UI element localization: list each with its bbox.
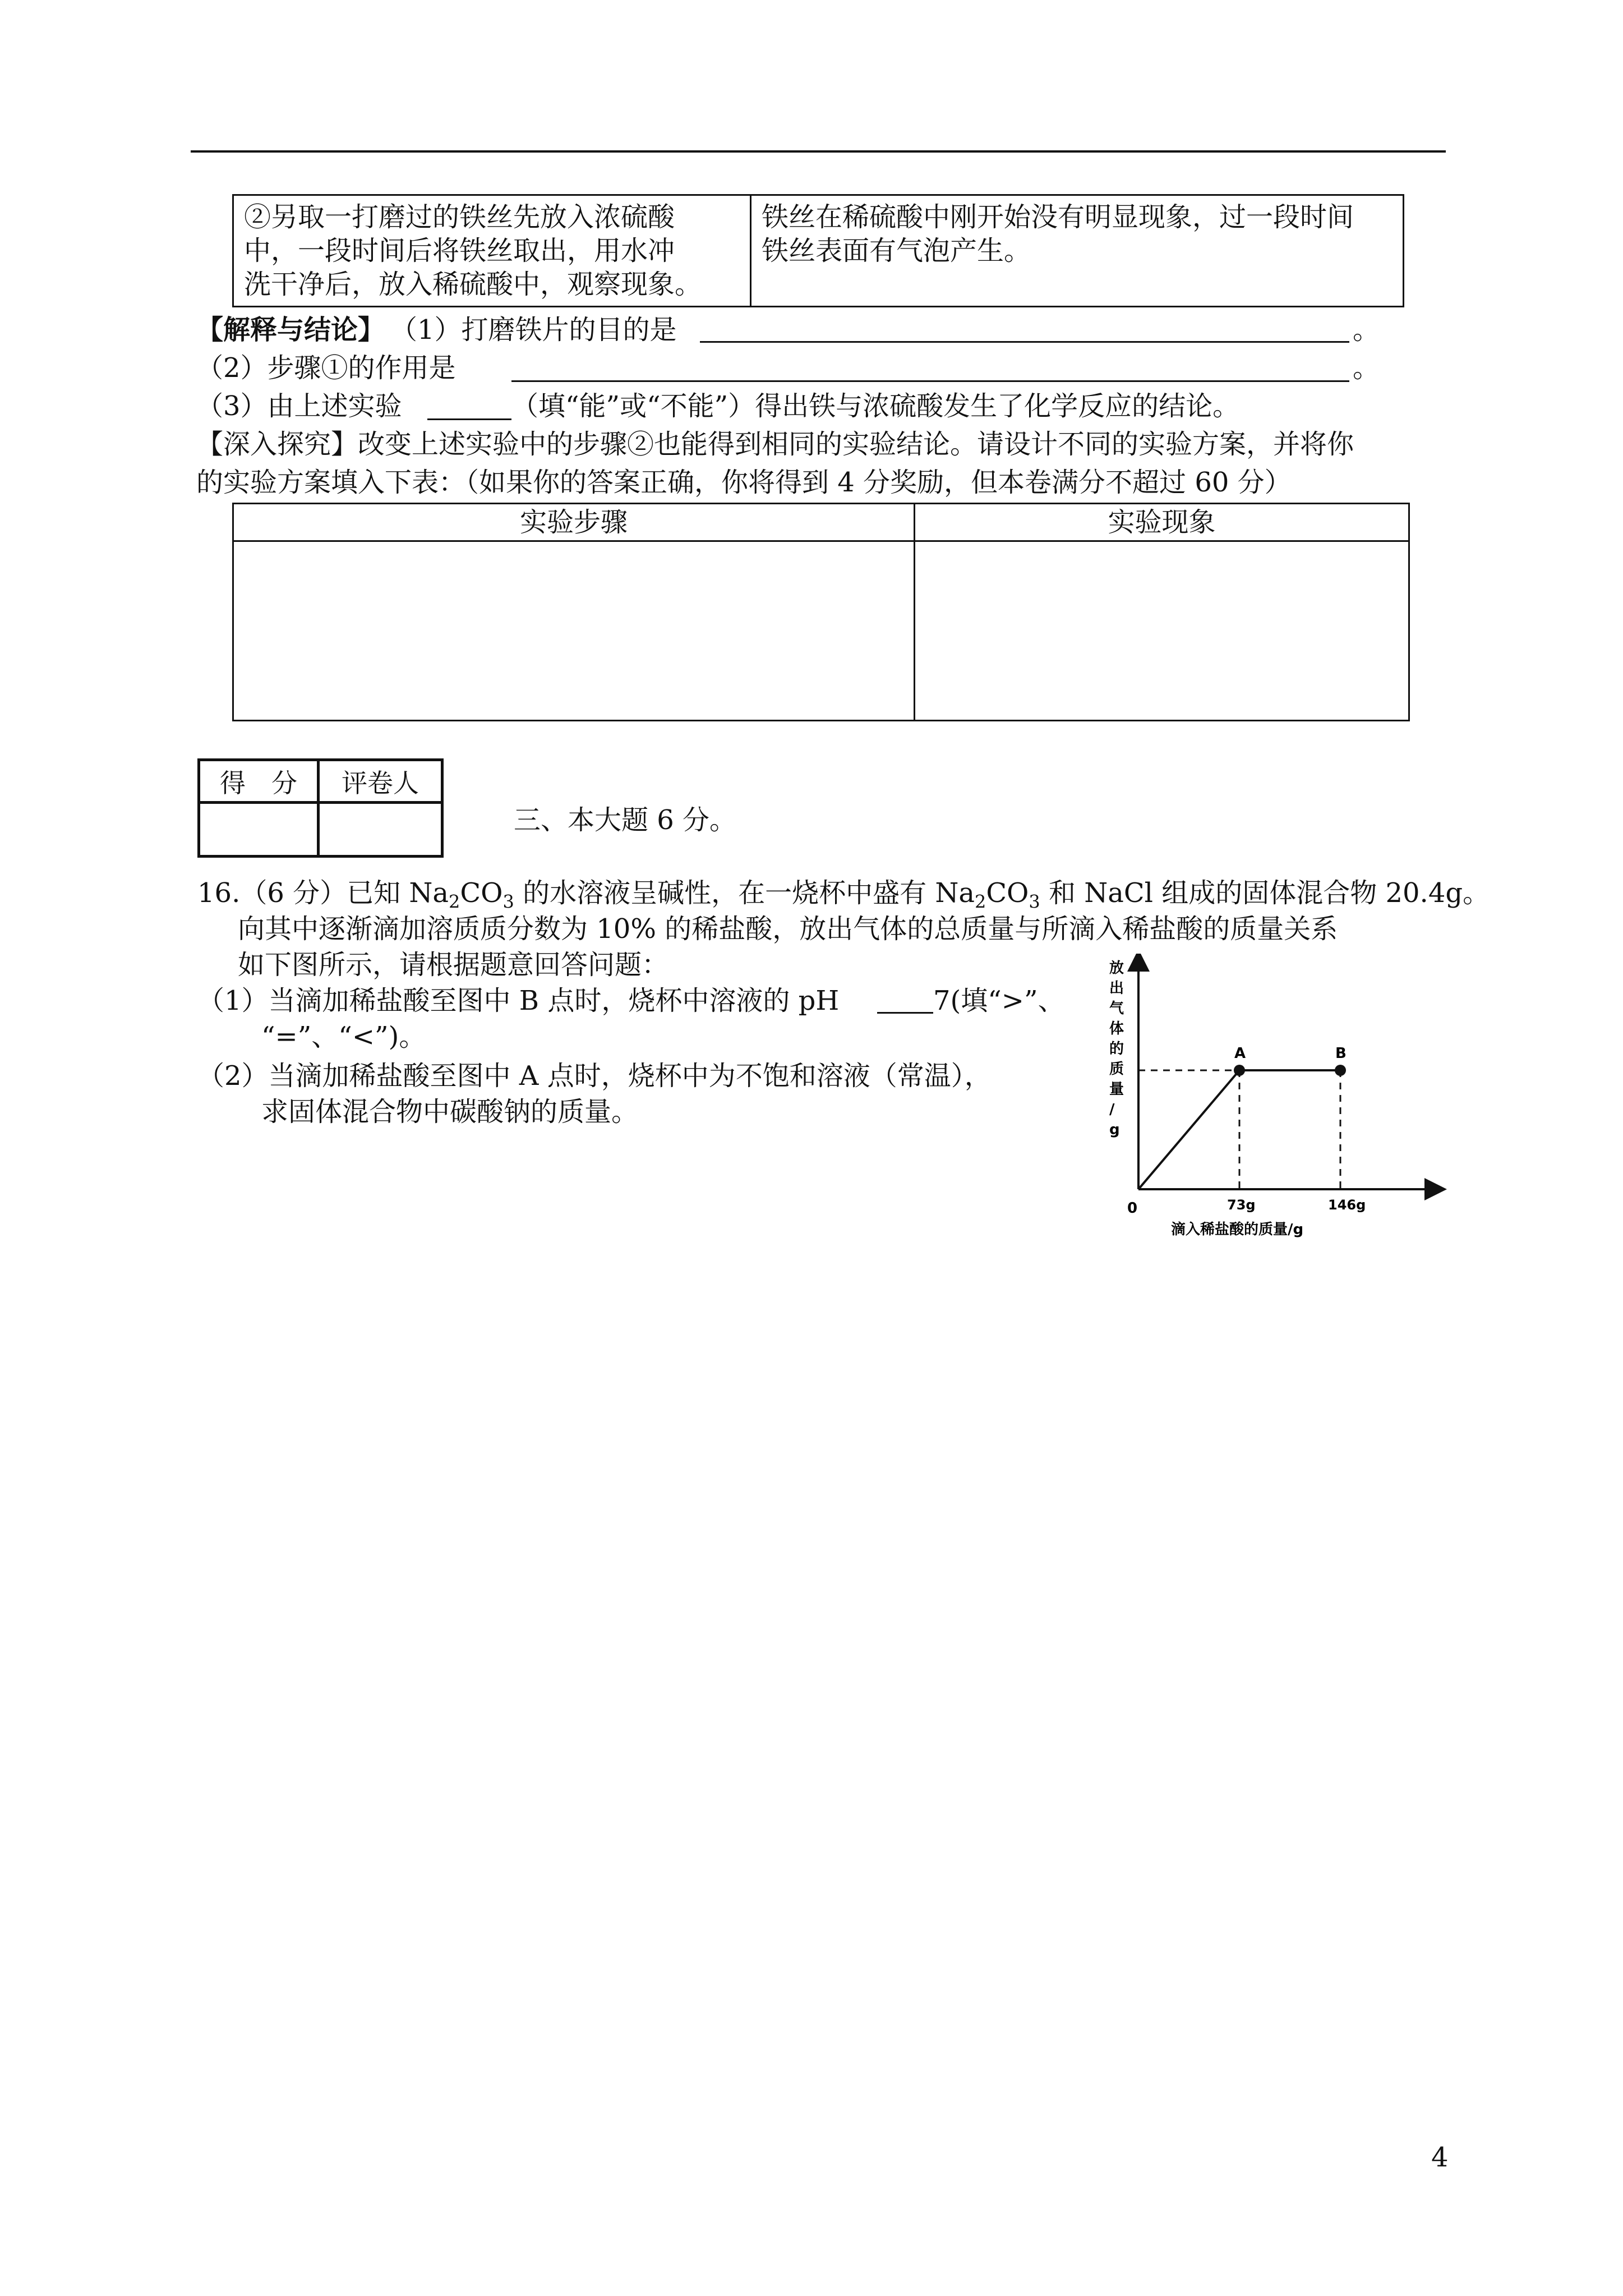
grader-cell[interactable] — [319, 803, 442, 857]
step-cell — [233, 195, 751, 307]
phenomenon-line: 铁丝表面有气泡产生。 — [762, 235, 1031, 266]
q16-part2-a: （2）当滴加稀盐酸至图中 A 点时，烧杯中为不饱和溶液（常温）， — [197, 1060, 992, 1092]
y-label-char: 量 — [1109, 1081, 1124, 1098]
explain-q1: （1）打磨铁片的目的是 — [390, 314, 677, 346]
grader-label: 评卷人 — [319, 760, 442, 803]
point-label-A: A — [1234, 1045, 1246, 1062]
text: 和 NaCl 组成的固体混合物 20.4g。 — [1040, 877, 1490, 909]
point-label-B: B — [1335, 1045, 1347, 1062]
q16-line2: 向其中逐渐滴加溶质质分数为 10% 的稀盐酸，放出气体的总质量与所滴入稀盐酸的质量关系 — [238, 913, 1338, 945]
score-cell[interactable] — [199, 803, 319, 857]
col-header-phenomenon: 实验现象 — [915, 504, 1409, 541]
experiment-table-continued — [232, 194, 1404, 307]
q16-part1-c: “=”、“<”)。 — [261, 1021, 426, 1052]
gas-mass-chart — [1099, 954, 1458, 1245]
subscript: 2 — [449, 891, 460, 913]
phenomenon-line: 铁丝在稀硫酸中刚开始没有明显现象，过一段时间 — [762, 201, 1354, 233]
subscript: 3 — [1029, 891, 1040, 913]
text: 的水溶液呈碱性，在一烧杯中盛有 Na — [514, 877, 975, 909]
step-line: 洗干净后，放入稀硫酸中，观察现象。 — [244, 269, 702, 300]
x-tick-label: 146g — [1328, 1197, 1366, 1213]
x-tick-label: 73g — [1227, 1197, 1256, 1213]
header-rule — [191, 150, 1446, 153]
design-table — [232, 503, 1410, 721]
subscript: 2 — [974, 891, 986, 913]
period: 。 — [1353, 352, 1380, 384]
y-label-char: / — [1109, 1101, 1115, 1118]
y-label-char: 气 — [1109, 1000, 1124, 1017]
q16-part1-a: （1）当滴加稀盐酸至图中 B 点时，烧杯中溶液的 pH — [197, 985, 840, 1016]
text: CO — [460, 877, 503, 909]
y-label-char: 出 — [1109, 980, 1124, 997]
y-label-char: g — [1109, 1121, 1120, 1138]
text: CO — [986, 877, 1029, 909]
page-number: 4 — [1431, 2142, 1449, 2173]
score-label: 得 分 — [199, 760, 319, 803]
y-label-char: 质 — [1109, 1061, 1124, 1078]
explain-q3-post: （填“能”或“不能”）得出铁与浓硫酸发生了化学反应的结论。 — [511, 390, 1240, 422]
period: 。 — [1353, 314, 1380, 346]
text: 16.（6 分）已知 Na — [197, 877, 449, 909]
y-label-char: 的 — [1109, 1041, 1124, 1057]
q16-part1-b: 7(填“>”、 — [933, 985, 1065, 1016]
y-label-char: 放 — [1109, 960, 1124, 977]
x-axis-label: 滴入稀盐酸的质量/g — [1171, 1221, 1304, 1238]
score-box — [197, 758, 444, 858]
explain-q2: （2）步骤①的作用是 — [196, 352, 456, 384]
section-3-title: 三、本大题 6 分。 — [514, 804, 737, 836]
step-line: ②另取一打磨过的铁丝先放入浓硫酸 — [244, 201, 675, 233]
y-label-char: 体 — [1109, 1020, 1124, 1037]
explore-line2: 的实验方案填入下表：（如果你的答案正确，你将得到 4 分奖励，但本卷满分不超过 60 分） — [196, 467, 1292, 498]
answer-cell-phenomenon[interactable] — [915, 541, 1409, 721]
answer-cell-steps[interactable] — [233, 541, 915, 721]
phenomenon-cell — [751, 195, 1404, 307]
explain-heading: 【解释与结论】 — [196, 314, 385, 346]
origin-label: 0 — [1127, 1200, 1138, 1217]
point-B — [1335, 1065, 1346, 1076]
q16-part2-b: 求固体混合物中碳酸钠的质量。 — [261, 1096, 639, 1128]
point-A — [1234, 1065, 1245, 1076]
answer-blank-q3[interactable] — [427, 418, 511, 420]
explore-line1: 【深入探究】改变上述实验中的步骤②也能得到相同的实验结论。请设计不同的实验方案，并将你 — [196, 429, 1354, 460]
answer-blank-q1[interactable] — [700, 341, 1349, 343]
q16-line3: 如下图所示，请根据题意回答问题： — [238, 949, 669, 981]
explain-q3-pre: （3）由上述实验 — [196, 390, 402, 422]
step-line: 中，一段时间后将铁丝取出，用水冲 — [244, 235, 675, 266]
answer-blank-q2[interactable] — [511, 380, 1349, 382]
subscript: 3 — [502, 891, 514, 913]
col-header-steps: 实验步骤 — [233, 504, 915, 541]
y-axis-label — [1109, 960, 1124, 1138]
answer-blank-ph[interactable] — [877, 1012, 933, 1014]
